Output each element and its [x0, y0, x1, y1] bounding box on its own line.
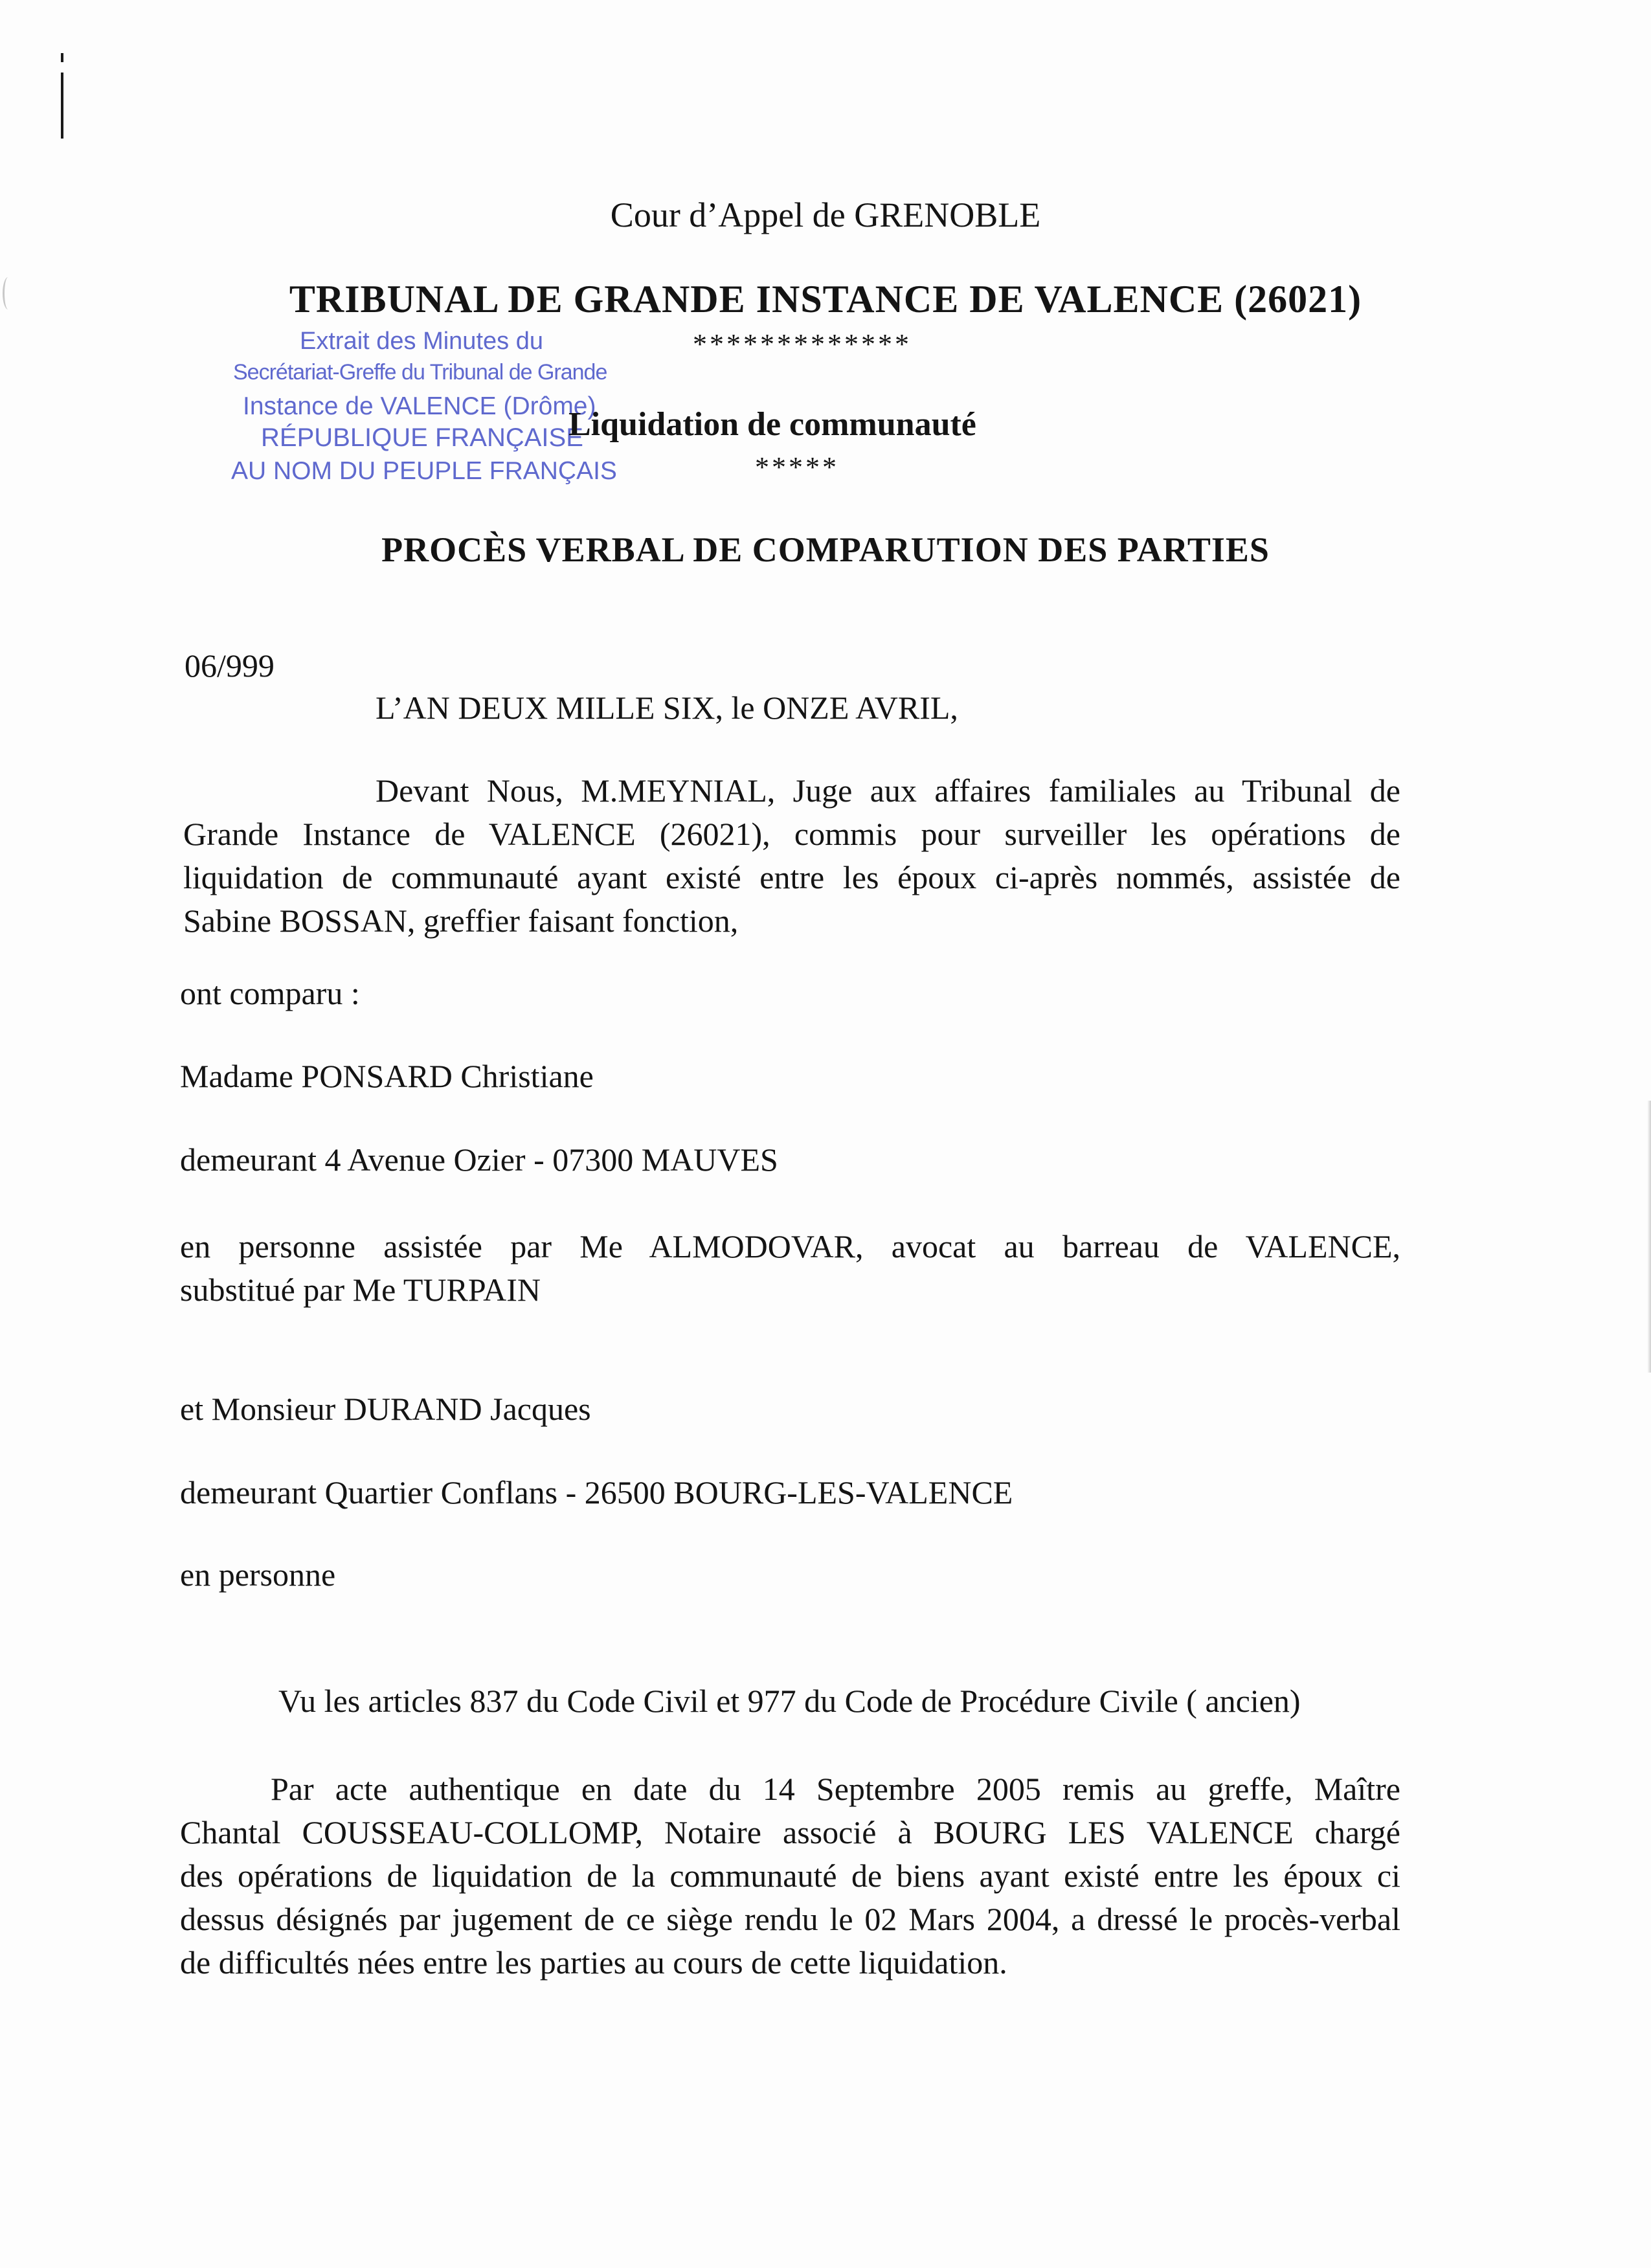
- document-title: PROCÈS VERBAL DE COMPARUTION DES PARTIES: [381, 530, 1270, 569]
- party2-representation: en personne: [180, 1556, 336, 1593]
- party1-name: Madame PONSARD Christiane: [180, 1058, 594, 1094]
- paragraph-line: Devant Nous, M.MEYNIAL, Juge aux affaires familiales au Tribunal de: [376, 772, 1400, 809]
- parties-heading: ont comparu :: [180, 975, 360, 1011]
- stamp-line: Instance de VALENCE (Drôme): [243, 392, 596, 420]
- separator-stars: *****: [755, 451, 839, 483]
- paragraph-line: Grande Instance de VALENCE (26021), commis pour surveiller les opérations de: [183, 816, 1400, 852]
- tribunal-name: TRIBUNAL DE GRANDE INSTANCE DE VALENCE (26021): [289, 278, 1362, 320]
- stamp-line: Secrétariat-Greffe du Tribunal de Grande: [233, 360, 607, 385]
- stamp-line: AU NOM DU PEUPLE FRANÇAIS: [231, 457, 617, 485]
- body-paragraph: [180, 1768, 1400, 1984]
- paragraph-line: de difficultés nées entre les parties au cours de cette liquidation.: [180, 1944, 1007, 1981]
- paragraph-line: Sabine BOSSAN, greffier faisant fonction,: [183, 903, 739, 939]
- stamp-line: Extrait des Minutes du: [300, 328, 543, 355]
- paragraph-line: dessus désignés par jugement de ce siège rendu le 02 Mars 2004, a dressé le procès-verbal: [180, 1901, 1400, 1937]
- party2-address: demeurant Quartier Conflans - 26500 BOURG-LES-VALENCE: [180, 1474, 1013, 1510]
- scan-mark: [61, 73, 63, 139]
- court-name: Cour d’Appel de GRENOBLE: [610, 196, 1041, 234]
- party1-representation: [180, 1225, 1400, 1312]
- hearing-date: L’AN DEUX MILLE SIX, le ONZE AVRIL,: [376, 690, 958, 726]
- scan-edge-shadow: [1647, 1101, 1651, 1373]
- party1-address: demeurant 4 Avenue Ozier - 07300 MAUVES: [180, 1141, 778, 1178]
- paragraph-line: Par acte authentique en date du 14 Septembre 2005 remis au greffe, Maître: [271, 1771, 1400, 1807]
- legal-basis: Vu les articles 837 du Code Civil et 977 du Code de Procédure Civile ( ancien): [278, 1683, 1301, 1719]
- separator-stars: *************: [693, 328, 912, 360]
- stamp-line: RÉPUBLIQUE FRANÇAISE: [261, 423, 583, 452]
- paragraph-line: liquidation de communauté ayant existé entre les époux ci-après nommés, assistée de: [183, 859, 1400, 895]
- paragraph-line: en personne assistée par Me ALMODOVAR, avocat au barreau de VALENCE,: [180, 1228, 1400, 1264]
- intro-paragraph: [183, 769, 1400, 943]
- paragraph-line: substitué par Me TURPAIN: [180, 1272, 541, 1308]
- paragraph-line: des opérations de liquidation de la communauté de biens ayant existé entre les époux ci: [180, 1858, 1400, 1894]
- party2-name: et Monsieur DURAND Jacques: [180, 1391, 591, 1427]
- scan-mark: [61, 53, 63, 62]
- case-reference: 06/999: [185, 647, 275, 684]
- paragraph-line: Chantal COUSSEAU-COLLOMP, Notaire associé à BOURG LES VALENCE chargé: [180, 1814, 1400, 1850]
- case-subject: Liquidation de communauté: [568, 406, 976, 443]
